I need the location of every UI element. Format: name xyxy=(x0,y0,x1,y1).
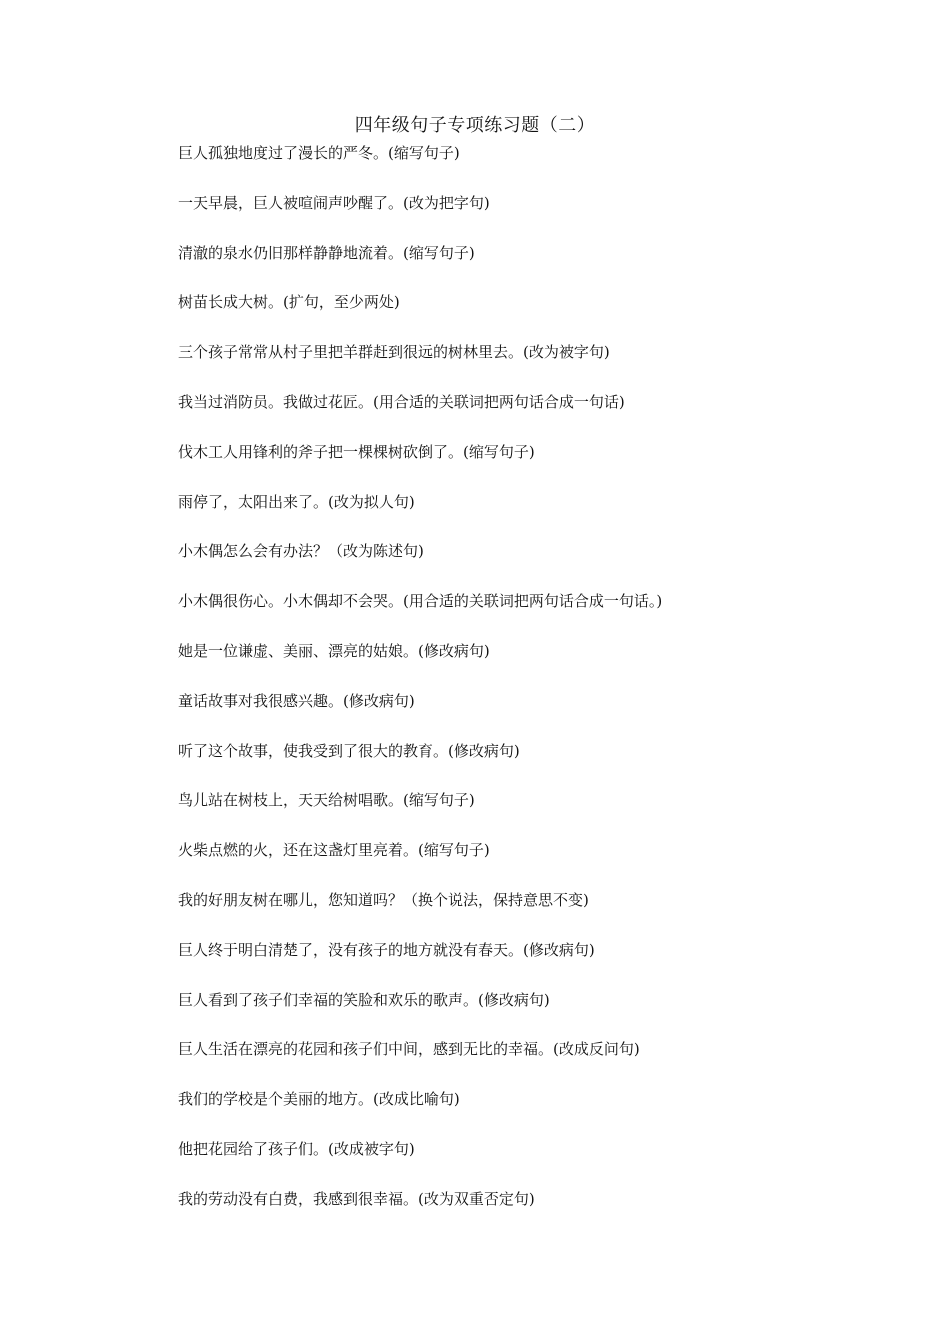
question-item: 小木偶怎么会有办法？（改为陈述句) xyxy=(178,542,424,561)
question-item: 他把花园给了孩子们。(改成被字句) xyxy=(178,1139,415,1158)
question-item: 巨人孤独地度过了漫长的严冬。(缩写句子) xyxy=(178,144,460,162)
question-item: 她是一位谦虚、美丽、漂亮的姑娘。(修改病句) xyxy=(178,641,490,660)
question-item: 小木偶很伤心。小木偶却不会哭。(用合适的关联词把两句话合成一句话。) xyxy=(178,592,663,611)
question-item: 清澈的泉水仍旧那样静静地流着。(缩写句子) xyxy=(178,243,475,262)
document-title: 四年级句子专项练习题（二） xyxy=(354,115,596,136)
question-list xyxy=(178,141,898,1237)
question-item: 三个孩子常常从村子里把羊群赶到很远的树林里去。(改为被字句) xyxy=(178,343,610,362)
question-item: 一天早晨，巨人被喧闹声吵醒了。(改为把字句) xyxy=(178,193,490,212)
question-item: 巨人生活在漂亮的花园和孩子们中间，感到无比的幸福。(改成反问句) xyxy=(178,1040,640,1059)
question-item: 巨人看到了孩子们幸福的笑脸和欢乐的歌声。(修改病句) xyxy=(178,990,550,1009)
question-item: 鸟儿站在树枝上，天天给树唱歌。(缩写句子) xyxy=(178,791,475,810)
question-item: 童话故事对我很感兴趣。(修改病句) xyxy=(178,691,415,710)
question-item: 我的劳动没有白费，我感到很幸福。(改为双重否定句) xyxy=(178,1189,535,1208)
question-item: 我当过消防员。我做过花匠。(用合适的关联词把两句话合成一句话) xyxy=(178,392,625,411)
question-item: 巨人终于明白清楚了，没有孩子的地方就没有春天。(修改病句) xyxy=(178,940,595,959)
question-item: 我的好朋友树在哪儿，您知道吗？（换个说法，保持意思不变) xyxy=(178,890,589,909)
question-item: 我们的学校是个美丽的地方。(改成比喻句) xyxy=(178,1090,460,1109)
question-item: 火柴点燃的火，还在这盏灯里亮着。(缩写句子) xyxy=(178,841,490,860)
question-item: 伐木工人用锋利的斧子把一棵棵树砍倒了。(缩写句子) xyxy=(178,442,535,461)
question-item: 听了这个故事，使我受到了很大的教育。(修改病句) xyxy=(178,741,520,760)
question-item: 树苗长成大树。(扩句，至少两处) xyxy=(178,293,400,312)
question-item: 雨停了，太阳出来了。(改为拟人句) xyxy=(178,492,415,511)
